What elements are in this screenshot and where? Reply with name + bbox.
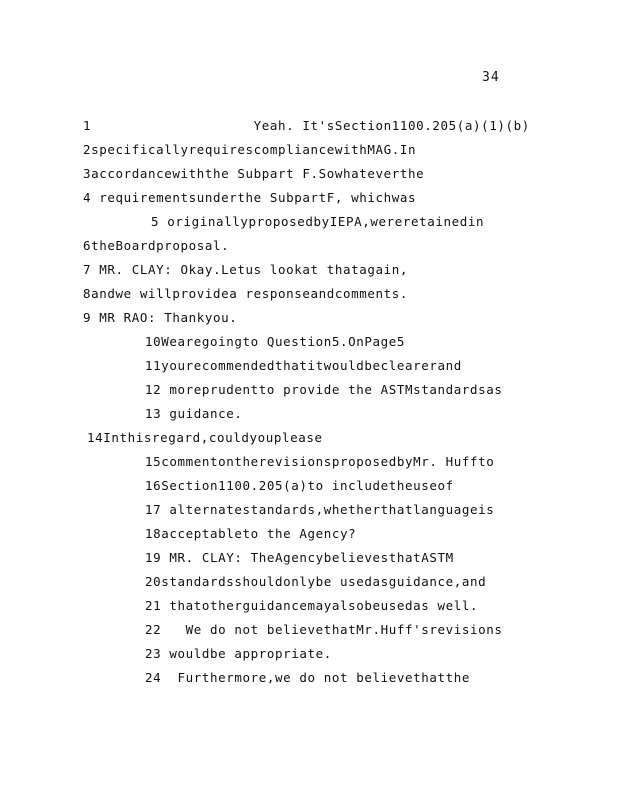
line-9: 9 MR RAO: Thankyou. <box>83 310 238 325</box>
line-17: 17 alternatestandards,whetherthatlanguageis <box>145 502 495 517</box>
line-5: 5 originallyproposedbyIEPA,wereretainedin <box>151 214 485 229</box>
line-15: 15commentontherevisionsproposedbyMr. Huffto <box>145 454 495 469</box>
line-11: 11yourecommendedthatitwouldbeclearerand <box>145 358 462 373</box>
line-1: 1 Yeah. It'sSection1100.205(a)(1)(b) <box>83 118 530 133</box>
line-19: 19 MR. CLAY: TheAgencybelievesthatASTM <box>145 550 454 565</box>
line-23: 23 wouldbe appropriate. <box>145 646 332 661</box>
line-20: 20standardsshouldonlybe usedasguidance,and <box>145 574 487 589</box>
line-4: 4 requirementsunderthe SubpartF, whichwas <box>83 190 417 205</box>
line-18: 18acceptableto the Agency? <box>145 526 357 541</box>
line-2: 2specificallyrequirescompliancewithMAG.In <box>83 142 417 157</box>
line-13: 13 guidance. <box>145 406 243 421</box>
line-12: 12 moreprudentto provide the ASTMstandardsas <box>145 382 503 397</box>
line-24: 24 Furthermore,we do not believethatthe <box>145 670 471 685</box>
line-21: 21 thatotherguidancemayalsobeusedas well. <box>145 598 479 613</box>
line-10: 10Wearegoingto Question5.OnPage5 <box>145 334 406 349</box>
line-6: 6theBoardproposal. <box>83 238 230 253</box>
line-3: 3accordancewiththe Subpart F.Sowhateverthe <box>83 166 425 181</box>
line-7: 7 MR. CLAY: Okay.Letus lookat thatagain, <box>83 262 409 277</box>
line-8: 8andwe willprovidea responseandcomments. <box>83 286 409 301</box>
page-number: 34 <box>482 70 500 85</box>
line-16: 16Section1100.205(a)to includetheuseof <box>145 478 454 493</box>
line-14: 14Inthisregard,couldyouplease <box>87 430 323 445</box>
line-22: 22 We do not believethatMr.Huff'srevisions <box>145 622 503 637</box>
